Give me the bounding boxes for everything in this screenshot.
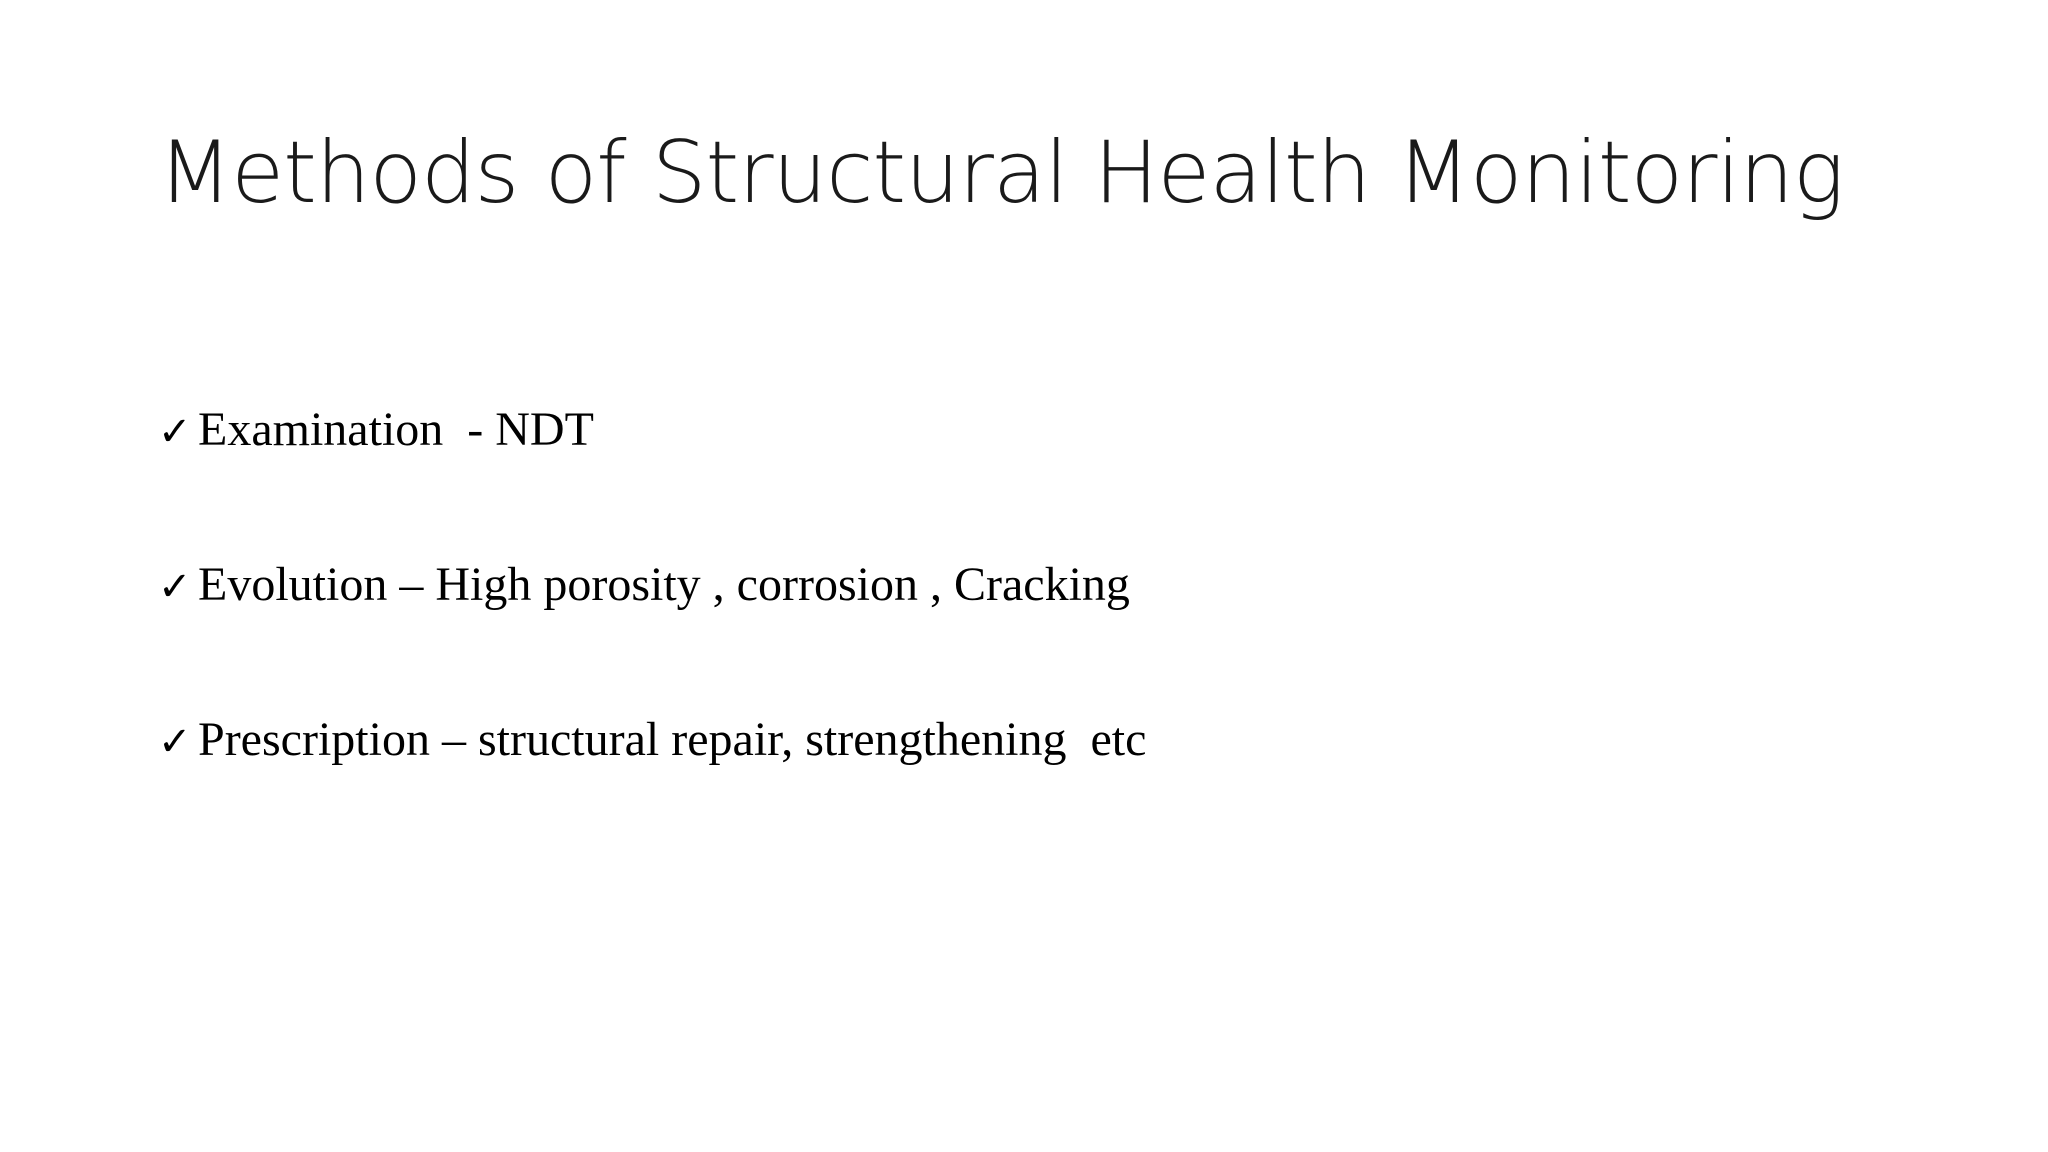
bullet-list — [158, 395, 1146, 860]
bullet-text: Examination - NDT — [198, 403, 594, 456]
check-icon: ✓ — [158, 409, 192, 455]
bullet-item-evolution — [158, 550, 1146, 705]
bullet-text: Prescription – structural repair, strengthening etc — [198, 713, 1147, 766]
bullet-item-examination — [158, 395, 1146, 550]
bullet-item-prescription — [158, 705, 1146, 860]
check-icon: ✓ — [158, 564, 192, 610]
bullet-text: Evolution – High porosity , corrosion , Cracking — [198, 558, 1130, 611]
check-icon: ✓ — [158, 719, 192, 765]
slide-title: Methods of Structural Health Monitoring — [158, 123, 1844, 223]
